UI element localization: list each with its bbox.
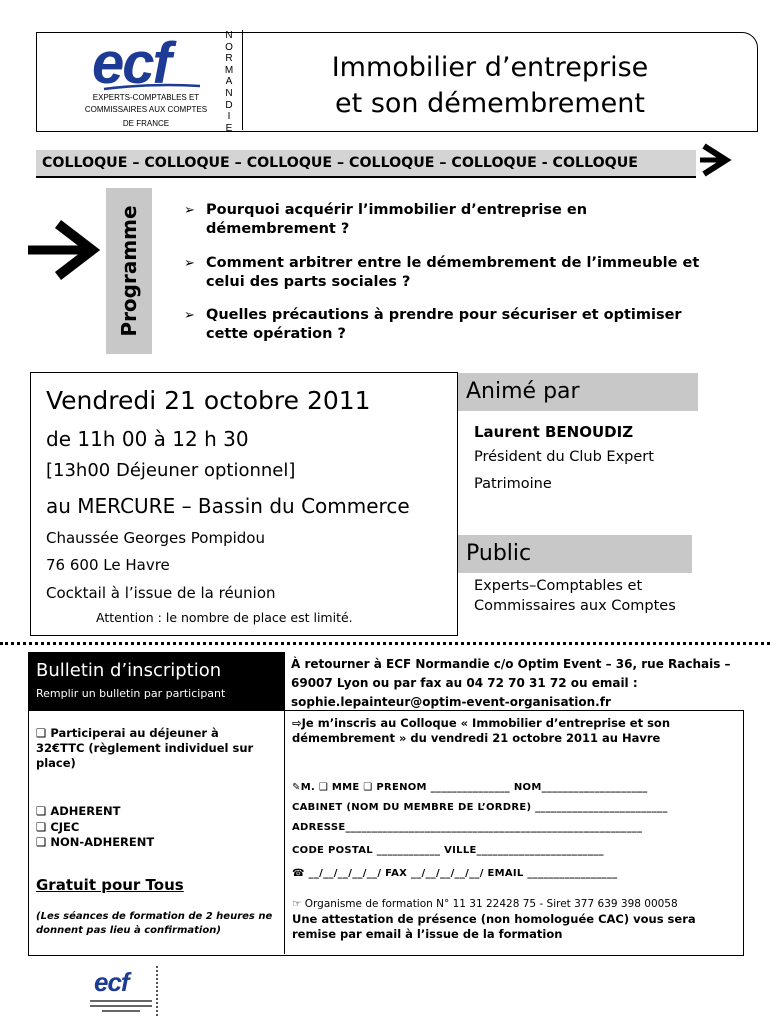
free-label: Gratuit pour Tous (36, 876, 184, 894)
speaker-role-1: Président du Club Expert (474, 449, 654, 465)
address-field[interactable]: ADRESSE________________________________________________________ (292, 822, 643, 833)
logo-swoosh-icon (102, 82, 202, 92)
public-line-1: Experts–Comptables et (474, 578, 643, 594)
bulletin-header (28, 652, 284, 710)
logo-divider (242, 30, 243, 130)
form-column-divider (284, 652, 285, 954)
event-time: de 11h 00 à 12 h 30 (46, 427, 249, 451)
training-org-number: ☞ Organisme de formation N° 11 31 22428 75 - Siret 377 639 398 00058 (292, 898, 678, 910)
bulletin-subtitle: Remplir un bulletin par participant (36, 687, 226, 700)
pencil-icon: ✎ (292, 782, 301, 793)
cut-line (0, 642, 770, 645)
checkbox-icon[interactable]: ❑ (36, 804, 47, 818)
phone-icon: ☎ (292, 868, 309, 879)
page-title: Immobilier d’entreprise et son démembrement (331, 52, 649, 119)
programme-label: Programme (117, 205, 141, 337)
event-street: Chaussée Georges Pompidou (46, 529, 265, 547)
arrow-bullet-icon: ➢ (184, 256, 195, 271)
option-non-adherent[interactable]: ❑ NON-ADHERENT (36, 835, 155, 849)
bulletin-return-info: À retourner à ECF Normandie c/o Optim Event – 36, rue Rachais – 69007 Lyon ou par fax au 04 72 70 31 72 ou email : sophie.lepainteur@optim-event-organisation.fr (291, 657, 731, 709)
attestation-note: Une attestation de présence (non homologuée CAC) vous sera remise par email à l’issue de la formation (292, 912, 696, 941)
seances-note: (Les séances de formation de 2 heures ne donnent pas lieu à confirmation) (36, 911, 273, 936)
checkbox-icon[interactable]: ❑ (36, 819, 47, 834)
arrow-bullet-icon: ➢ (184, 308, 195, 323)
arrow-bullet-icon: ➢ (184, 203, 195, 218)
postal-city-fields[interactable]: CODE POSTAL ____________ VILLE________________________ (292, 845, 604, 856)
public-line-2: Commissaires aux Comptes (474, 598, 676, 614)
footer-logo-caption (90, 998, 152, 1018)
event-venue: au MERCURE – Bassin du Commerce (46, 494, 410, 518)
speaker-role-2: Patrimoine (474, 476, 552, 492)
civility-name-fields[interactable]: ✎M. ❑ MME ❑ PRENOM _______________ NOM____________________ (292, 782, 648, 793)
speaker-name: Laurent BENOUDIZ (474, 423, 634, 441)
event-city: 76 600 Le Havre (46, 556, 170, 574)
checkbox-icon[interactable]: ❑ (36, 835, 47, 849)
checkbox-icon[interactable]: ❑ (36, 726, 47, 740)
membership-options (36, 804, 154, 851)
footer-ecf-logo: ecf (94, 967, 129, 997)
lunch-checkbox-option[interactable]: ❑ Participerai au déjeuner à 32€TTC (règlement individuel sur place) (36, 726, 254, 770)
public-heading: Public (458, 535, 692, 573)
option-adherent[interactable]: ❑ ADHERENT (36, 804, 121, 818)
colloque-band: COLLOQUE – COLLOQUE – COLLOQUE – COLLOQUE – COLLOQUE - COLLOQUE (36, 150, 696, 178)
arrow-right-icon (700, 142, 734, 178)
logo-line-1: EXPERTS-COMPTABLES ET (92, 93, 200, 102)
cabinet-field[interactable]: CABINET (NOM DU MEMBRE DE L’ORDRE) _________________________ (292, 802, 668, 813)
event-lunch: [13h00 Déjeuner optionnel] (46, 460, 296, 481)
normandie-vertical-label: N O R M A N D I E (224, 30, 234, 134)
programme-question-2: ➢ Comment arbitrer entre le démembrement de l’immeuble et celui des parts sociales ? (184, 255, 700, 290)
event-cocktail: Cocktail à l’issue de la réunion (46, 584, 276, 602)
anime-par-heading: Animé par (458, 373, 698, 411)
logo-line-3: DE FRANCE (122, 119, 170, 128)
programme-question-3: ➢ Quelles précautions à prendre pour sécuriser et optimiser cette opération ? (184, 307, 682, 342)
event-date: Vendredi 21 octobre 2011 (46, 386, 371, 415)
logo-line-2: COMMISSAIRES AUX COMPTES (84, 105, 208, 114)
footer-normandie-mark (156, 966, 160, 1016)
option-cjec[interactable]: ❑ CJEC (36, 819, 80, 834)
event-note: Attention : le nombre de place est limité. (96, 610, 353, 625)
ecf-logo: ecf (92, 31, 170, 96)
big-arrow-icon (28, 218, 100, 282)
bulletin-title: Bulletin d’inscription (36, 660, 222, 681)
programme-question-1: ➢ Pourquoi acquérir l’immobilier d’entreprise en démembrement ? (184, 202, 588, 237)
phone-fax-email-fields[interactable]: ☎ __/__/__/__/__/ FAX __/__/__/__/__/ EMAIL _________________ (292, 868, 618, 879)
registration-statement: ⇨Je m’inscris au Colloque « Immobilier d’entreprise et son démembrement » du vendredi 21 octobre 2011 au Havre (292, 716, 671, 745)
